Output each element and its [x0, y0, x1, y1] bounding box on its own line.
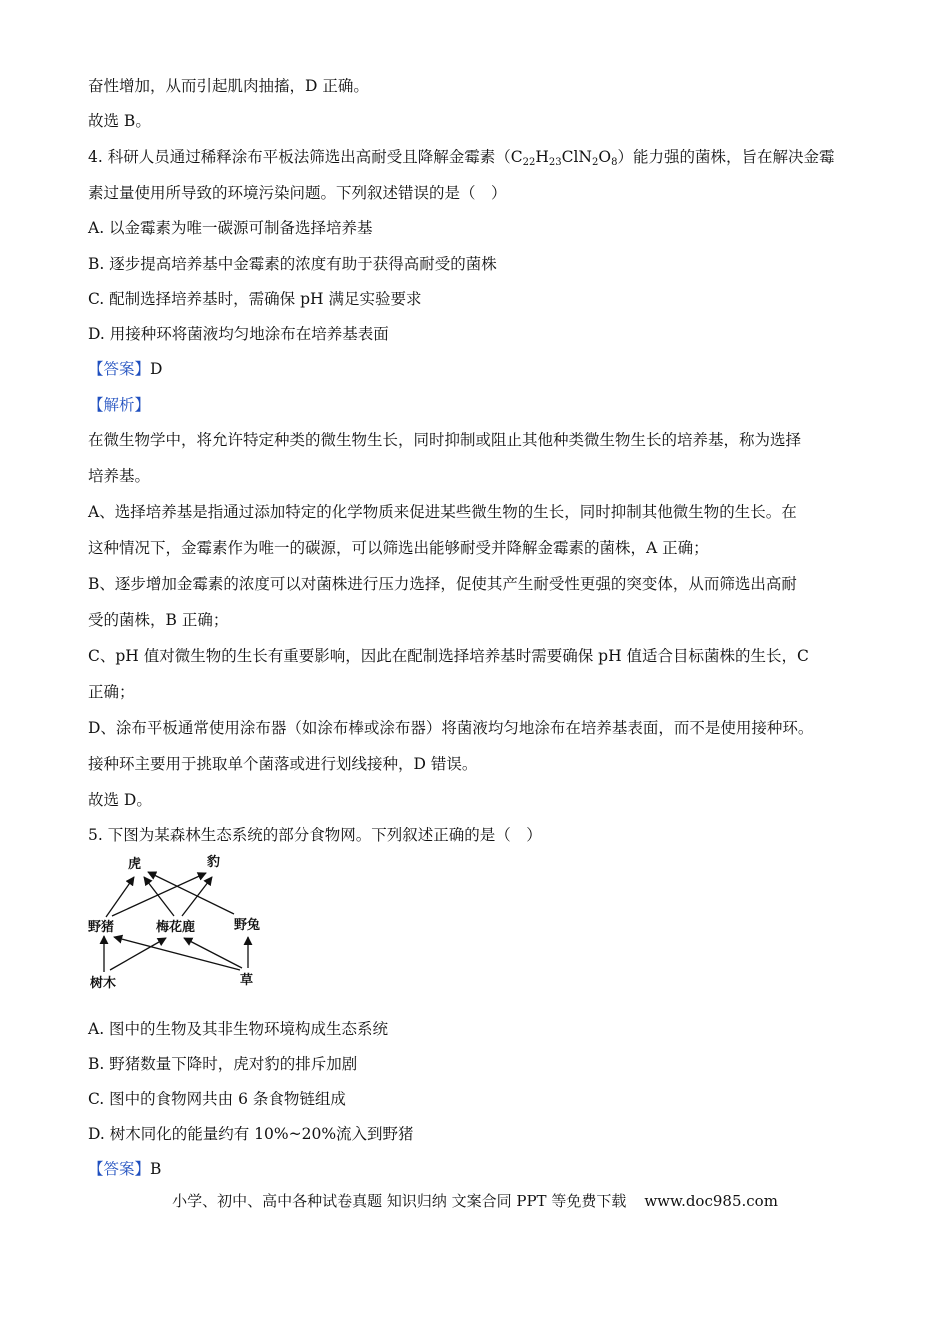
arrow-boar-to-leopard — [112, 873, 206, 916]
option-a: A. 以金霉素为唯一碳源可制备选择培养基 — [88, 219, 373, 237]
option-d: D. 用接种环将菌液均匀地涂布在培养基表面 — [88, 325, 389, 343]
node-tree: 树木 — [90, 976, 117, 991]
chemical-formula: $C_{22}H_{23}ClN_2O_8$ — [510, 148, 618, 168]
option-c: C. 图中的食物网共由 6 条食物链组成 — [88, 1090, 346, 1108]
node-tiger: 虎 — [128, 857, 142, 872]
analysis-tag: 【解析】 — [88, 396, 151, 414]
option-b: B. 逐步提高培养基中金霉素的浓度有助于获得高耐受的菌株 — [88, 255, 497, 273]
analysis-text: 培养基。 — [88, 467, 151, 485]
analysis-text: 这种情况下，金霉素作为唯一的碳源，可以筛选出能够耐受并降解金霉素的菌株，A 正确； — [88, 539, 709, 557]
text-line: 故选 B。 — [88, 112, 151, 130]
option-c: C. 配制选择培养基时，需确保 pH 满足实验要求 — [88, 290, 422, 308]
analysis-text: 故选 D。 — [88, 791, 152, 809]
question-5-stem: 5. 下图为某森林生态系统的部分食物网。下列叙述正确的是（ ） — [88, 826, 542, 844]
footer-text: 小学、初中、高中各种试卷真题 知识归纳 文案合同 PPT 等免费下载 — [172, 1192, 627, 1210]
answer-tag: 【答案】 — [88, 360, 151, 378]
option-a: A. 图中的生物及其非生物环境构成生态系统 — [88, 1020, 389, 1038]
analysis-text: A、选择培养基是指通过添加特定的化学物质来促进某些微生物的生长，同时抑制其他微生物的生长。在 — [88, 503, 797, 521]
analysis-text: 正确； — [88, 683, 135, 701]
analysis-text: 接种环主要用于挑取单个菌落或进行划线接种，D 错误。 — [88, 755, 478, 773]
node-boar: 野猪 — [88, 920, 115, 935]
answer-tag: 【答案】 — [88, 1160, 151, 1178]
page-footer — [0, 1191, 950, 1211]
arrow-deer-to-leopard — [182, 877, 212, 916]
analysis-text: 在微生物学中，将允许特定种类的微生物生长，同时抑制或阻止其他种类微生物生长的培养基，称为选择 — [88, 431, 802, 449]
question-4-stem: 4. 科研人员通过稀释涂布平板法筛选出高耐受且降解金霉素$(C_{22}H_{23}ClN_2O_8)$能力强的菌株，旨在解决金霉 — [88, 148, 835, 168]
option-d: D. 树木同化的能量约有 10%~20%流入到野猪 — [88, 1125, 414, 1143]
node-deer: 梅花鹿 — [156, 920, 196, 935]
analysis-text: D、涂布平板通常使用涂布器（如涂布棒或涂布器）将菌液均匀地涂布在培养基表面，而不是使用接种环。 — [88, 719, 814, 737]
node-grass: 草 — [240, 973, 254, 988]
answer-line: 【答案】B — [88, 1160, 162, 1178]
arrow-boar-to-tiger — [106, 877, 134, 917]
answer-line: 【答案】D — [88, 360, 163, 378]
analysis-text: 受的菌株，B 正确； — [88, 611, 229, 629]
analysis-text: B、逐步增加金霉素的浓度可以对菌株进行压力选择，促使其产生耐受性更强的突变体，从而筛选出高耐 — [88, 575, 797, 593]
analysis-text: C、pH 值对微生物的生长有重要影响，因此在配制选择培养基时需要确保 pH 值适合目标菌株的生长，C — [88, 647, 809, 665]
option-b: B. 野猪数量下降时，虎对豹的排斥加剧 — [88, 1055, 358, 1073]
node-hare: 野兔 — [234, 918, 261, 933]
footer-url[interactable]: www.doc985.com — [644, 1192, 778, 1210]
text-line: 奋性增加，从而引起肌肉抽搐，D 正确。 — [88, 77, 369, 95]
question-4-stem-cont: 素过量使用所导致的环境污染问题。下列叙述错误的是（ ） — [88, 184, 507, 202]
arrow-grass-to-boar — [114, 937, 240, 970]
food-web-diagram — [84, 850, 274, 995]
node-leopard: 豹 — [207, 855, 221, 870]
